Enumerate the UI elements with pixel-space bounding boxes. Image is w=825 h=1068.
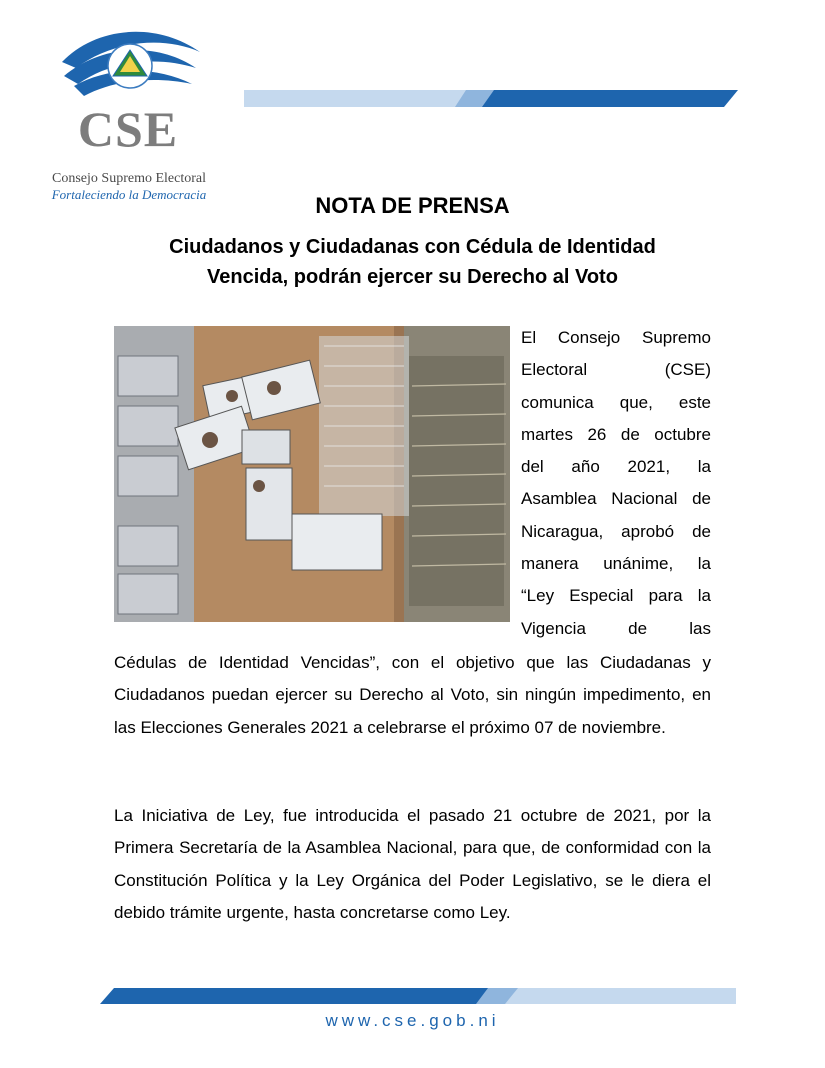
document-heading: NOTA DE PRENSA (315, 193, 510, 218)
cse-logo (44, 26, 214, 202)
text-line: manera unánime, la (521, 554, 711, 574)
logo-tagline: Fortaleciendo la Democracia (51, 187, 207, 202)
text-line: comunica que, este (521, 392, 711, 412)
logo-abbreviation: CSE (77, 101, 179, 157)
text-line: Electoral (CSE) (521, 360, 711, 380)
photo-of-identity-cards-icon (114, 326, 510, 622)
logo-organization-name: Consejo Supremo Electoral (52, 171, 206, 186)
paragraph-1-wrap (521, 322, 711, 645)
flag-emblem-icon (54, 26, 204, 110)
text-line: Vigencia de las (521, 618, 711, 638)
paragraph-1-continuation: Cédulas de Identidad Vencidas”, con el objetivo que las Ciudadanas y Ciudadanos puedan ejercer su Derecho al Voto, sin ningún impedimento, en las Elecciones Generales 2021 a celebrarse el próximo 07 de noviembre. (114, 653, 711, 737)
text-line: El Consejo Supremo (521, 328, 711, 347)
text-line: Nicaragua, aprobó de (521, 521, 711, 541)
text-line: “Ley Especial para la (521, 586, 711, 606)
subheading-line: Ciudadanos y Ciudadanas con Cédula de Identidad (169, 236, 656, 258)
header-band (244, 90, 738, 107)
paragraph-2: La Iniciativa de Ley, fue introducida el pasado 21 octubre de 2021, por la Primera Secretaría de la Asamblea Nacional, para que, de conformidad con la Constitución Política y la Ley Orgánica del Poder Legislativo, se le diera el debido trámite urgente, hasta concretarse como Ley. (114, 806, 711, 922)
text-line: del año 2021, la (521, 457, 711, 477)
text-line: Asamblea Nacional de (521, 489, 711, 509)
text-line: martes 26 de octubre (521, 424, 711, 444)
document-subheading (0, 232, 825, 292)
footer-website: www.cse.gob.ni (325, 1011, 500, 1030)
subheading-line: Vencida, podrán ejercer su Derecho al Voto (207, 266, 618, 288)
footer-band (100, 988, 736, 1004)
